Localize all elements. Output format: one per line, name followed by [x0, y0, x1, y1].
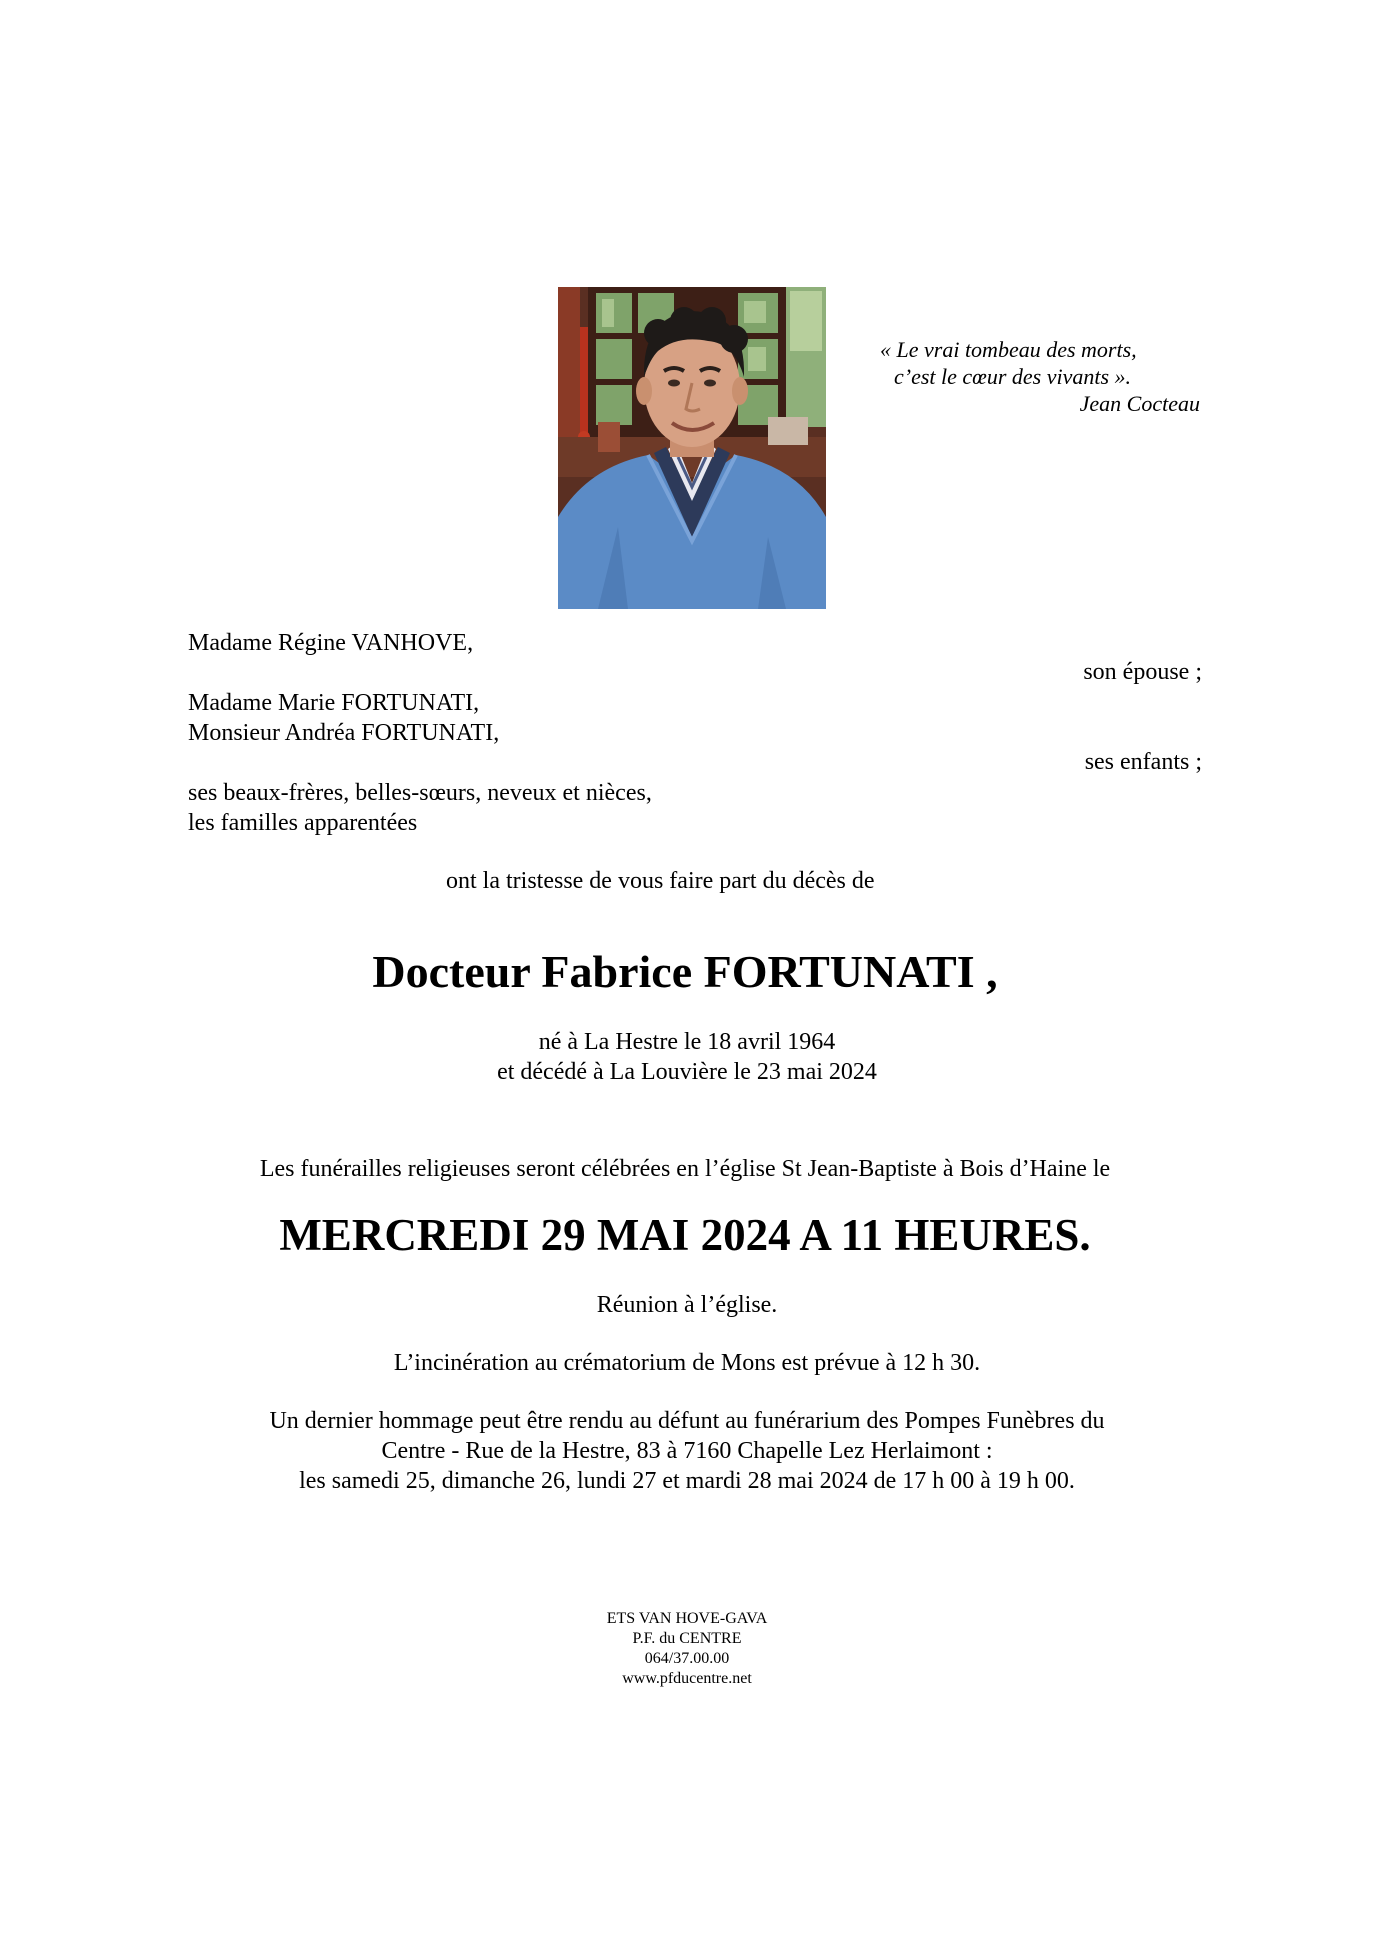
- quote-line-1: « Le vrai tombeau des morts,: [880, 337, 1137, 362]
- quote-line-2: c’est le cœur des vivants ».: [894, 364, 1132, 389]
- footer-website[interactable]: www.pfducentre.net: [622, 1670, 752, 1687]
- child-name-2: Monsieur Andréa FORTUNATI,: [188, 720, 500, 746]
- deceased-name: Docteur Fabrice FORTUNATI ,: [372, 946, 998, 997]
- tribute-line-2: Centre - Rue de la Hestre, 83 à 7160 Chapelle Lez Herlaimont :: [381, 1438, 993, 1464]
- death-info: et décédé à La Louvière le 23 mai 2024: [497, 1059, 877, 1085]
- spouse-name: Madame Régine VANHOVE,: [188, 630, 474, 656]
- quote-block: [880, 336, 1200, 417]
- quote-author: Jean Cocteau: [1079, 391, 1200, 416]
- announcement-text: ont la tristesse de vous faire part du décès de: [446, 868, 875, 894]
- tribute-line-1: Un dernier hommage peut être rendu au défunt au funérarium des Pompes Funèbres du: [269, 1408, 1105, 1434]
- footer-subtitle: P.F. du CENTRE: [632, 1630, 742, 1647]
- birth-info: né à La Hestre le 18 avril 1964: [538, 1029, 836, 1055]
- funeral-date: MERCREDI 29 MAI 2024 A 11 HEURES.: [279, 1210, 1091, 1260]
- other-family-line-2: les familles apparentées: [188, 810, 418, 836]
- portrait-photo: [558, 287, 826, 609]
- child-name-1: Madame Marie FORTUNATI,: [188, 690, 480, 716]
- cremation-info: L’incinération au crématorium de Mons est prévue à 12 h 30.: [393, 1350, 981, 1376]
- other-family-line-1: ses beaux-frères, belles-sœurs, neveux et nièces,: [188, 780, 652, 806]
- tribute-line-3: les samedi 25, dimanche 26, lundi 27 et mardi 28 mai 2024 de 17 h 00 à 19 h 00.: [299, 1468, 1075, 1494]
- footer-phone: 064/37.00.00: [644, 1650, 730, 1667]
- funeral-intro: Les funérailles religieuses seront célébrées en l’église St Jean-Baptiste à Bois d’Haine le: [259, 1156, 1111, 1182]
- footer-company: ETS VAN HOVE-GAVA: [606, 1610, 768, 1627]
- spouse-relation: son épouse ;: [1083, 659, 1202, 685]
- meeting-place: Réunion à l’église.: [596, 1292, 778, 1318]
- children-relation: ses enfants ;: [1084, 749, 1202, 775]
